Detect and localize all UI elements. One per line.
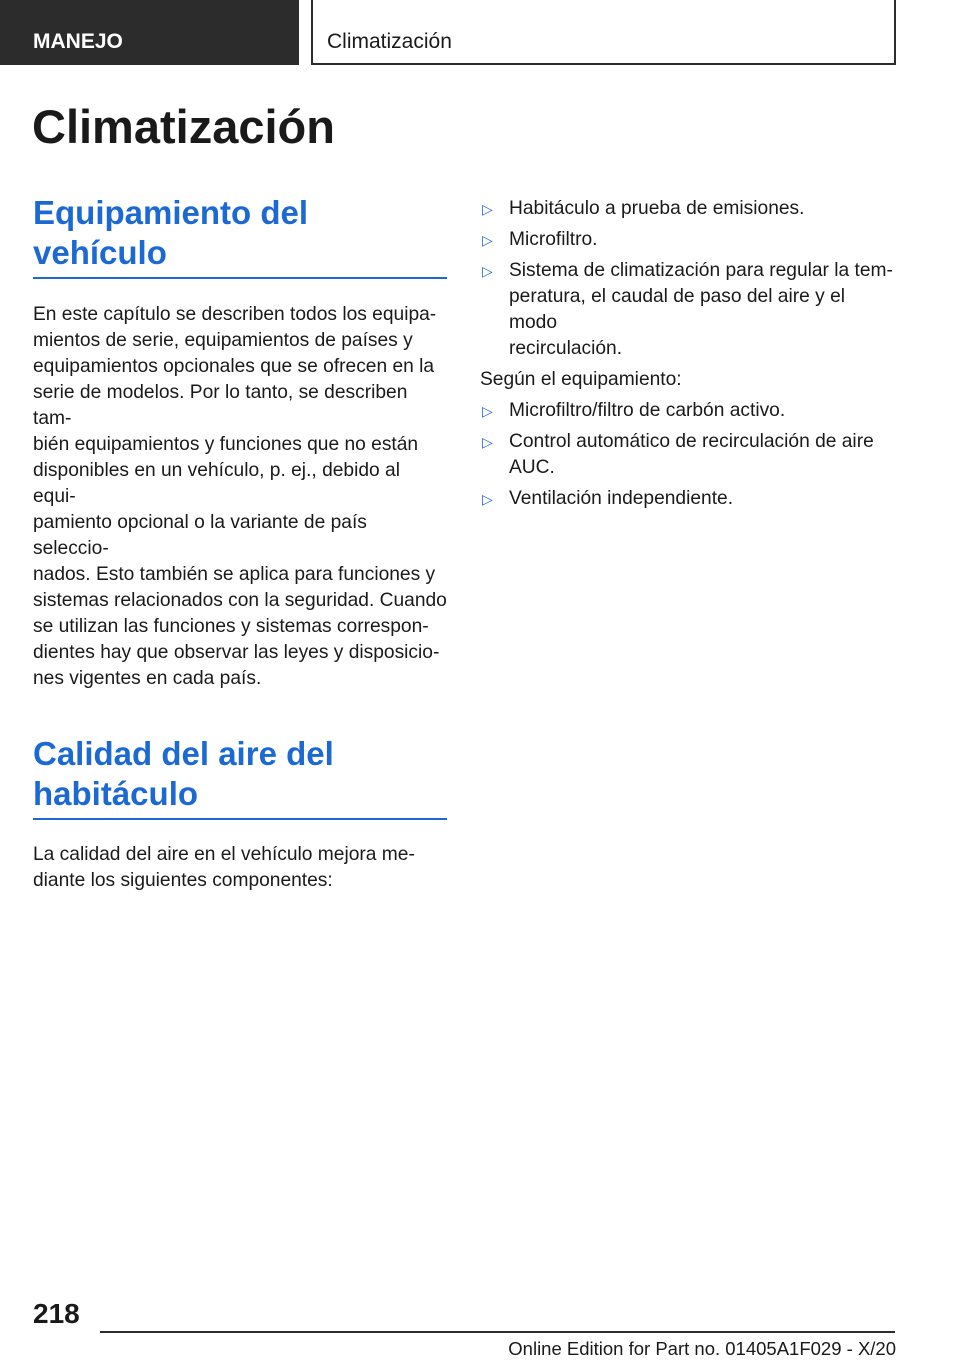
heading-air-quality-line: habitáculo <box>33 775 199 812</box>
paragraph-line: disponibles en un vehículo, p. ej., debido al equi- <box>33 460 400 507</box>
list-item <box>480 227 898 253</box>
list-item-text: Microfiltro/filtro de carbón activo. <box>509 400 786 421</box>
heading-rule <box>33 277 447 279</box>
list-item-text: Microfiltro. <box>509 229 598 250</box>
list-item <box>480 196 898 222</box>
page-number: 218 <box>33 1298 80 1329</box>
according-label: Según el equipamiento: <box>480 369 682 390</box>
list-item <box>480 258 898 362</box>
optional-component-list <box>480 398 898 512</box>
bullet-triangle-icon: ▷ <box>482 403 493 419</box>
paragraph-line: sistemas relacionados con la seguridad. Cuando <box>33 590 447 611</box>
heading-rule <box>33 818 447 820</box>
bullet-triangle-icon: ▷ <box>482 232 493 248</box>
header-section-label: MANEJO <box>33 30 123 53</box>
bullet-triangle-icon: ▷ <box>482 491 493 507</box>
header-chapter-tab <box>311 0 896 65</box>
heading-air-quality <box>33 734 447 818</box>
heading-air-quality-line: Calidad del aire del <box>33 735 334 772</box>
list-item <box>480 486 898 512</box>
paragraph-line: pamiento opcional o la variante de país seleccio- <box>33 512 367 559</box>
paragraph-line: nes vigentes en cada país. <box>33 668 262 689</box>
bullet-triangle-icon: ▷ <box>482 434 493 450</box>
heading-equipment: Equipamiento del vehículo <box>33 194 309 271</box>
list-item-text: Ventilación independiente. <box>509 488 734 509</box>
page-title: Climatización <box>32 100 335 153</box>
list-item-text: Control automático de recirculación de aire <box>509 431 874 452</box>
paragraph-line: mientos de serie, equipamientos de países y <box>33 330 413 351</box>
component-list <box>480 196 898 362</box>
list-item-text: Habitáculo a prueba de emisiones. <box>509 198 805 219</box>
air-quality-paragraph <box>33 842 447 894</box>
footer-rule <box>100 1331 895 1333</box>
edition-note: Online Edition for Part no. 01405A1F029 - X/20 <box>508 1338 896 1359</box>
list-item-text: recirculación. <box>509 338 623 359</box>
paragraph-line: se utilizan las funciones y sistemas correspon- <box>33 616 429 637</box>
paragraph-line: diante los siguientes componentes: <box>33 870 333 891</box>
paragraph-line: nados. Esto también se aplica para funciones y <box>33 564 436 585</box>
paragraph-line: En este capítulo se describen todos los equipa- <box>33 304 437 325</box>
paragraph-line: serie de modelos. Por lo tanto, se describen tam- <box>33 382 408 429</box>
header-section-tab <box>0 0 299 65</box>
list-item-text: AUC. <box>509 457 555 478</box>
header-chapter-label: Climatización <box>327 30 452 53</box>
paragraph-line: equipamientos opcionales que se ofrecen en la <box>33 356 435 377</box>
paragraph-line: La calidad del aire en el vehículo mejora me- <box>33 844 415 865</box>
bullet-triangle-icon: ▷ <box>482 263 493 279</box>
bullet-triangle-icon: ▷ <box>482 201 493 217</box>
list-item-text: Sistema de climatización para regular la tem- <box>509 260 893 281</box>
left-column <box>33 190 447 894</box>
list-item-text: peratura, el caudal de paso del aire y el modo <box>509 286 845 333</box>
list-item <box>480 429 898 481</box>
right-column <box>480 190 898 517</box>
paragraph-line: dientes hay que observar las leyes y disposicio- <box>33 642 440 663</box>
list-item <box>480 398 898 424</box>
paragraph-line: bién equipamientos y funciones que no están <box>33 434 419 455</box>
equipment-paragraph <box>33 302 447 692</box>
